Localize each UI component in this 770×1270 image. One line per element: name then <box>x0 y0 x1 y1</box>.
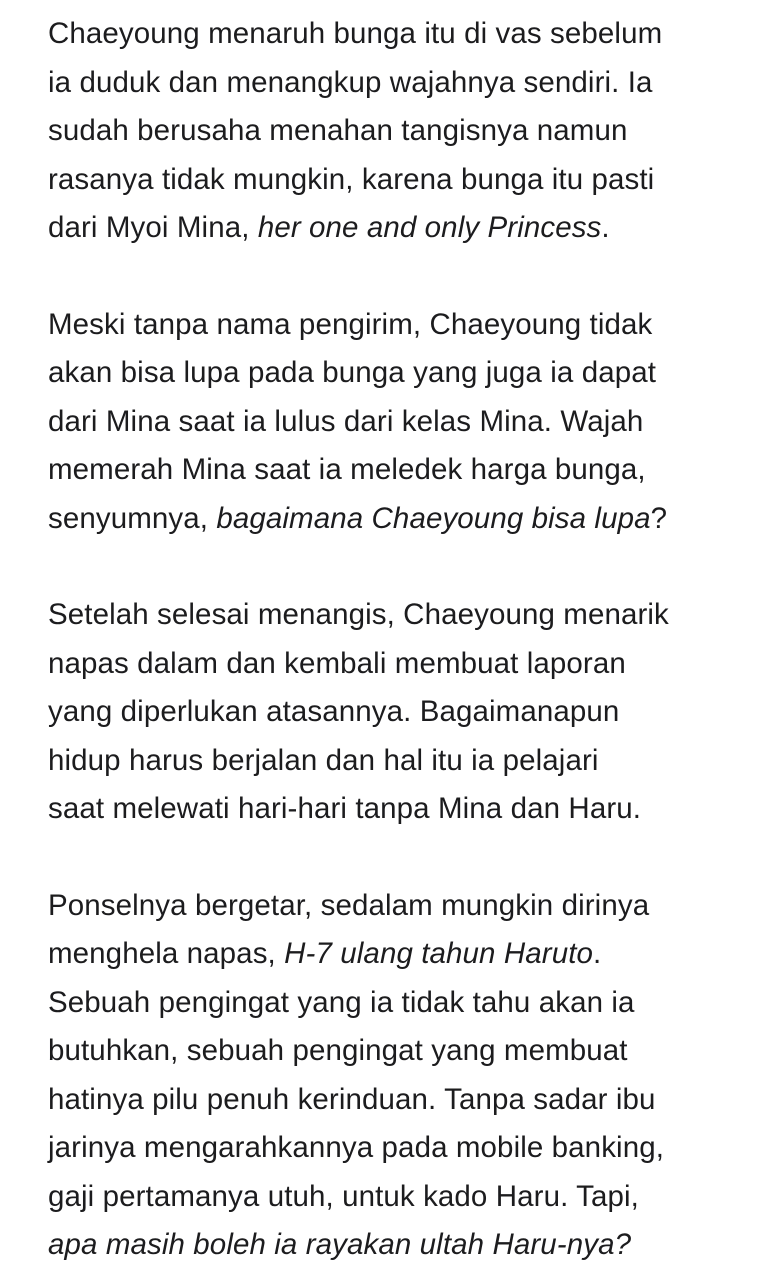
text-run: ? <box>650 501 668 535</box>
text-line: Setelah selesai menangis, Chaeyoung menarik <box>48 598 669 631</box>
text-line: ia duduk dan menangkup wajahnya sendiri. Ia <box>48 65 653 99</box>
text-line: saat melewati hari-hari tanpa Mina dan Haru. <box>48 792 642 825</box>
text-line: yang diperlukan atasannya. Bagaimanapun <box>48 695 620 728</box>
text-line: hatinya pilu penuh kerinduan. Tanpa sadar ibu <box>48 1082 656 1116</box>
paragraph-1 <box>48 10 730 253</box>
text-line: Meski tanpa nama pengirim, Chaeyoung tidak <box>48 307 653 341</box>
text-line: Sebuah pengingat yang ia tidak tahu akan ia <box>48 985 635 1019</box>
text-line: gaji pertamanya utuh, untuk kado Haru. Tapi, <box>48 1179 639 1213</box>
text-run: dari Myoi Mina, <box>48 211 258 244</box>
text-line: dari Mina saat ia lulus dari kelas Mina. Wajah <box>48 404 644 438</box>
text-line <box>48 1221 730 1270</box>
text-line: memerah Mina saat ia meledek harga bunga, <box>48 453 646 486</box>
paragraph-3 <box>48 591 730 834</box>
text-line: Ponselnya bergetar, sedalam mungkin dirinya <box>48 888 650 922</box>
text-line: akan bisa lupa pada bunga yang juga ia dapat <box>48 356 657 389</box>
text-line: butuhkan, sebuah pengingat yang membuat <box>48 1034 628 1067</box>
paragraph-2 <box>48 301 730 544</box>
text-line <box>48 930 730 979</box>
text-line: napas dalam dan kembali membuat laporan <box>48 646 626 680</box>
italic-text: apa masih boleh ia rayakan ultah Haru-nya? <box>48 1228 632 1261</box>
text-run: . <box>593 937 602 970</box>
text-line: rasanya tidak mungkin, karena bunga itu pasti <box>48 162 655 196</box>
paragraph-4 <box>48 882 730 1270</box>
text-run: senyumnya, <box>48 501 217 535</box>
text-line: Chaeyoung menaruh bunga itu di vas sebelum <box>48 17 663 50</box>
italic-text: her one and only Princess <box>257 211 602 244</box>
text-line <box>48 204 730 253</box>
text-run: menghela napas, <box>48 937 285 970</box>
text-line: jarinya mengarahkannya pada mobile banking, <box>48 1131 665 1164</box>
italic-text: bagaimana Chaeyoung bisa lupa <box>216 501 651 535</box>
text-line <box>48 495 730 544</box>
text-line: hidup harus berjalan dan hal itu ia pelajari <box>48 743 599 777</box>
text-line: sudah berusaha menahan tangisnya namun <box>48 114 628 147</box>
italic-text: H-7 ulang tahun Haruto <box>284 937 594 970</box>
text-run: . <box>601 211 610 244</box>
